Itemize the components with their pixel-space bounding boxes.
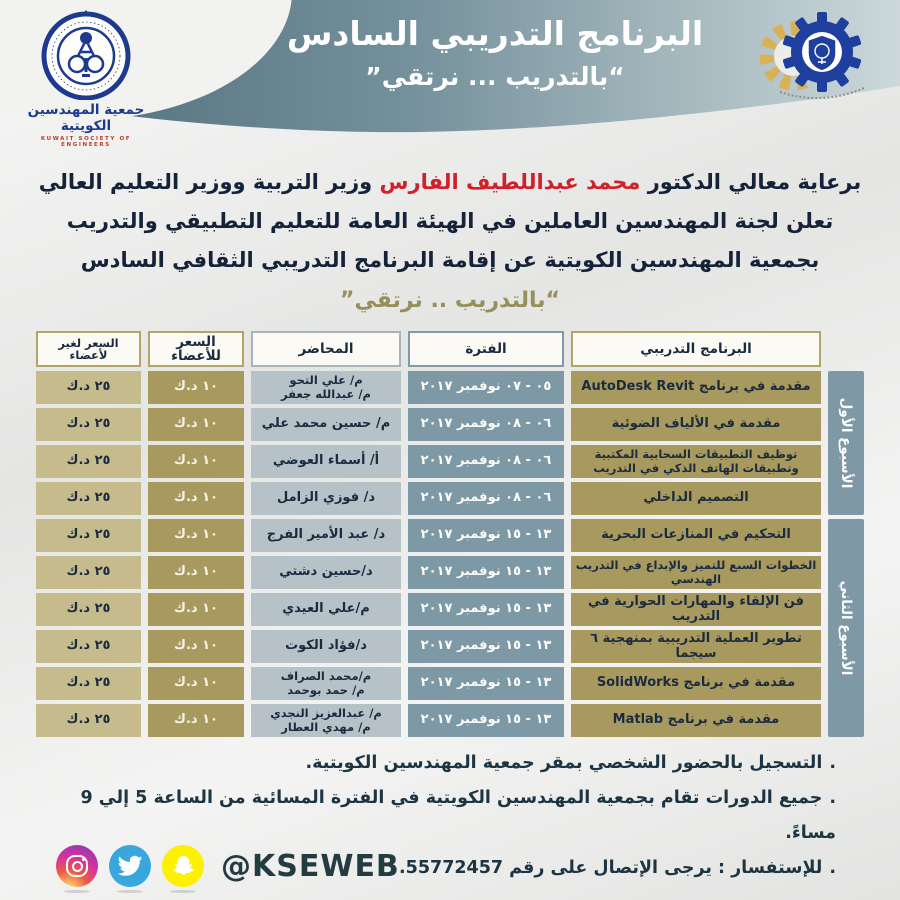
period-cell: ١٣ - ١٥ نوفمبر ٢٠١٧ <box>408 556 564 589</box>
program-table <box>36 331 864 737</box>
program-cell: الخطوات السبع للتميز والإبداع في التدريب الهندسي <box>571 556 821 589</box>
member-price-cell: ١٠ د.ك <box>148 667 244 700</box>
twitter-icon <box>109 845 151 887</box>
header-banner <box>0 0 900 150</box>
note-bullet: . <box>829 753 836 773</box>
lecturer-cell: د/ فوزي الزامل <box>251 482 401 515</box>
period-cell: ٠٥ - ٠٧ نوفمبر ٢٠١٧ <box>408 371 564 404</box>
program-cell: مقدمة في برنامج AutoDesk Revit <box>571 371 821 404</box>
nonmember-price-cell: ٢٥ د.ك <box>36 519 141 552</box>
program-cell: توظيف التطبيقات السحابية المكتبية وتطبيقات الهاتف الذكي في التدريب <box>571 445 821 478</box>
week2-label: الأسبوع الثاني <box>838 580 854 676</box>
minister-name: محمد عبداللطيف الفارس <box>379 170 641 194</box>
lecturer-cell: م/محمد الصراف م/ حمد بوحمد <box>251 667 401 700</box>
period-cell: ١٣ - ١٥ نوفمبر ٢٠١٧ <box>408 667 564 700</box>
nonmember-price-cell: ٢٥ د.ك <box>36 704 141 737</box>
note-text-1: التسجيل بالحضور الشخصي بمقر جمعية المهندسين الكويتية. <box>305 753 823 773</box>
program-cell: تطوير العملية التدريبية بمنهجية ٦ سيجما <box>571 630 821 663</box>
note-text-2: جميع الدورات تقام بجمعية المهندسين الكويتية في الفترة المسائية من الساعة 5 إلي 9 مساءً. <box>80 788 836 843</box>
poster-title: البرنامج التدريبي السادس <box>286 14 704 53</box>
header-period: الفترة <box>408 331 564 367</box>
lecturer-cell: م/علي العيدي <box>251 593 401 626</box>
period-cell: ١٣ - ١٥ نوفمبر ٢٠١٧ <box>408 704 564 737</box>
period-cell: ٠٦ - ٠٨ نوفمبر ٢٠١٧ <box>408 482 564 515</box>
program-cell: التصميم الداخلي <box>571 482 821 515</box>
note-text-3: للإستفسار : يرجى الإتصال على رقم 55772457. <box>399 858 823 878</box>
social-handle: @KSEWEB <box>221 848 400 884</box>
member-price-cell: ١٠ د.ك <box>148 704 244 737</box>
intro-line1-pre: برعاية معالي الدكتور <box>640 170 862 194</box>
committee-gear-logo-icon <box>754 4 874 114</box>
lecturer-cell: م/ عبدالعزيز النجدي م/ مهدي العطار <box>251 704 401 737</box>
snapchat-icon <box>162 845 204 887</box>
instagram-icon <box>56 845 98 887</box>
header-program: البرنامج التدريبي <box>571 331 821 367</box>
note-line <box>40 746 836 781</box>
member-price-cell: ١٠ د.ك <box>148 482 244 515</box>
nonmember-price-cell: ٢٥ د.ك <box>36 630 141 663</box>
period-cell: ٠٦ - ٠٨ نوفمبر ٢٠١٧ <box>408 408 564 441</box>
period-cell: ١٣ - ١٥ نوفمبر ٢٠١٧ <box>408 630 564 663</box>
period-cell: ٠٦ - ٠٨ نوفمبر ٢٠١٧ <box>408 445 564 478</box>
note-bullet: . <box>829 788 836 808</box>
nonmember-price-cell: ٢٥ د.ك <box>36 667 141 700</box>
week2-tab <box>828 519 864 737</box>
member-price-cell: ١٠ د.ك <box>148 556 244 589</box>
lecturer-cell: د/حسين دشتي <box>251 556 401 589</box>
period-cell: ١٣ - ١٥ نوفمبر ٢٠١٧ <box>408 519 564 552</box>
intro-line1-post: وزير التربية ووزير التعليم العالي <box>38 170 380 194</box>
intro-line-2: تعلن لجنة المهندسين العاملين في الهيئة العامة للتعليم التطبيقي والتدريب <box>66 209 834 233</box>
schedule-table-wrap <box>0 331 900 737</box>
kse-emblem-icon <box>38 8 134 100</box>
social-bar <box>56 845 400 887</box>
header-nonmember-price: السعر لغير لأعضاء <box>36 331 141 367</box>
lecturer-cell: د/فؤاد الكوت <box>251 630 401 663</box>
note-line <box>40 781 836 851</box>
member-price-cell: ١٠ د.ك <box>148 408 244 441</box>
period-cell: ١٣ - ١٥ نوفمبر ٢٠١٧ <box>408 593 564 626</box>
member-price-cell: ١٠ د.ك <box>148 519 244 552</box>
nonmember-price-cell: ٢٥ د.ك <box>36 482 141 515</box>
intro-line-1 <box>0 163 900 202</box>
member-price-cell: ١٠ د.ك <box>148 371 244 404</box>
header-member-price: السعر للأعضاء <box>148 331 244 367</box>
member-price-cell: ١٠ د.ك <box>148 445 244 478</box>
kse-logo <box>20 8 152 148</box>
program-cell: فن الإلقاء والمهارات الحوارية في التدريب <box>571 593 821 626</box>
lecturer-cell: د/ عبد الأمير الفرج <box>251 519 401 552</box>
banner-text <box>190 12 800 91</box>
note-bullet: . <box>829 858 836 878</box>
nonmember-price-cell: ٢٥ د.ك <box>36 408 141 441</box>
nonmember-price-cell: ٢٥ د.ك <box>36 593 141 626</box>
member-price-cell: ١٠ د.ك <box>148 593 244 626</box>
lecturer-cell: م/ علي التحو م/ عبدالله جعفر <box>251 371 401 404</box>
program-cell: التحكيم في المنازعات البحرية <box>571 519 821 552</box>
program-cell: مقدمة في برنامج SolidWorks <box>571 667 821 700</box>
lecturer-cell: م/ حسين محمد علي <box>251 408 401 441</box>
nonmember-price-cell: ٢٥ د.ك <box>36 445 141 478</box>
poster-slogan: “بالتدريب ... نرتقي” <box>365 62 625 91</box>
program-cell: مقدمة في الألياف الضوئية <box>571 408 821 441</box>
program-cell: مقدمة في برنامج Matlab <box>571 704 821 737</box>
lecturer-cell: أ/ أسماء العوضي <box>251 445 401 478</box>
kse-logo-caption: KUWAIT SOCIETY OF ENGINEERS <box>40 136 132 148</box>
week1-label: الأسبوع الأول <box>838 397 854 489</box>
kse-logo-calligraphy: جمعية المهندسين الكويتية <box>27 102 145 134</box>
intro-paragraph <box>0 163 900 320</box>
nonmember-price-cell: ٢٥ د.ك <box>36 371 141 404</box>
week1-tab <box>828 371 864 515</box>
header-lecturer: المحاضر <box>251 331 401 367</box>
member-price-cell: ١٠ د.ك <box>148 630 244 663</box>
intro-slogan: “بالتدريب .. نرتقي” <box>340 288 560 313</box>
nonmember-price-cell: ٢٥ د.ك <box>36 556 141 589</box>
intro-line-3: بجمعية المهندسين الكويتية عن إقامة البرنامج التدريبي الثقافي السادس <box>80 248 820 272</box>
